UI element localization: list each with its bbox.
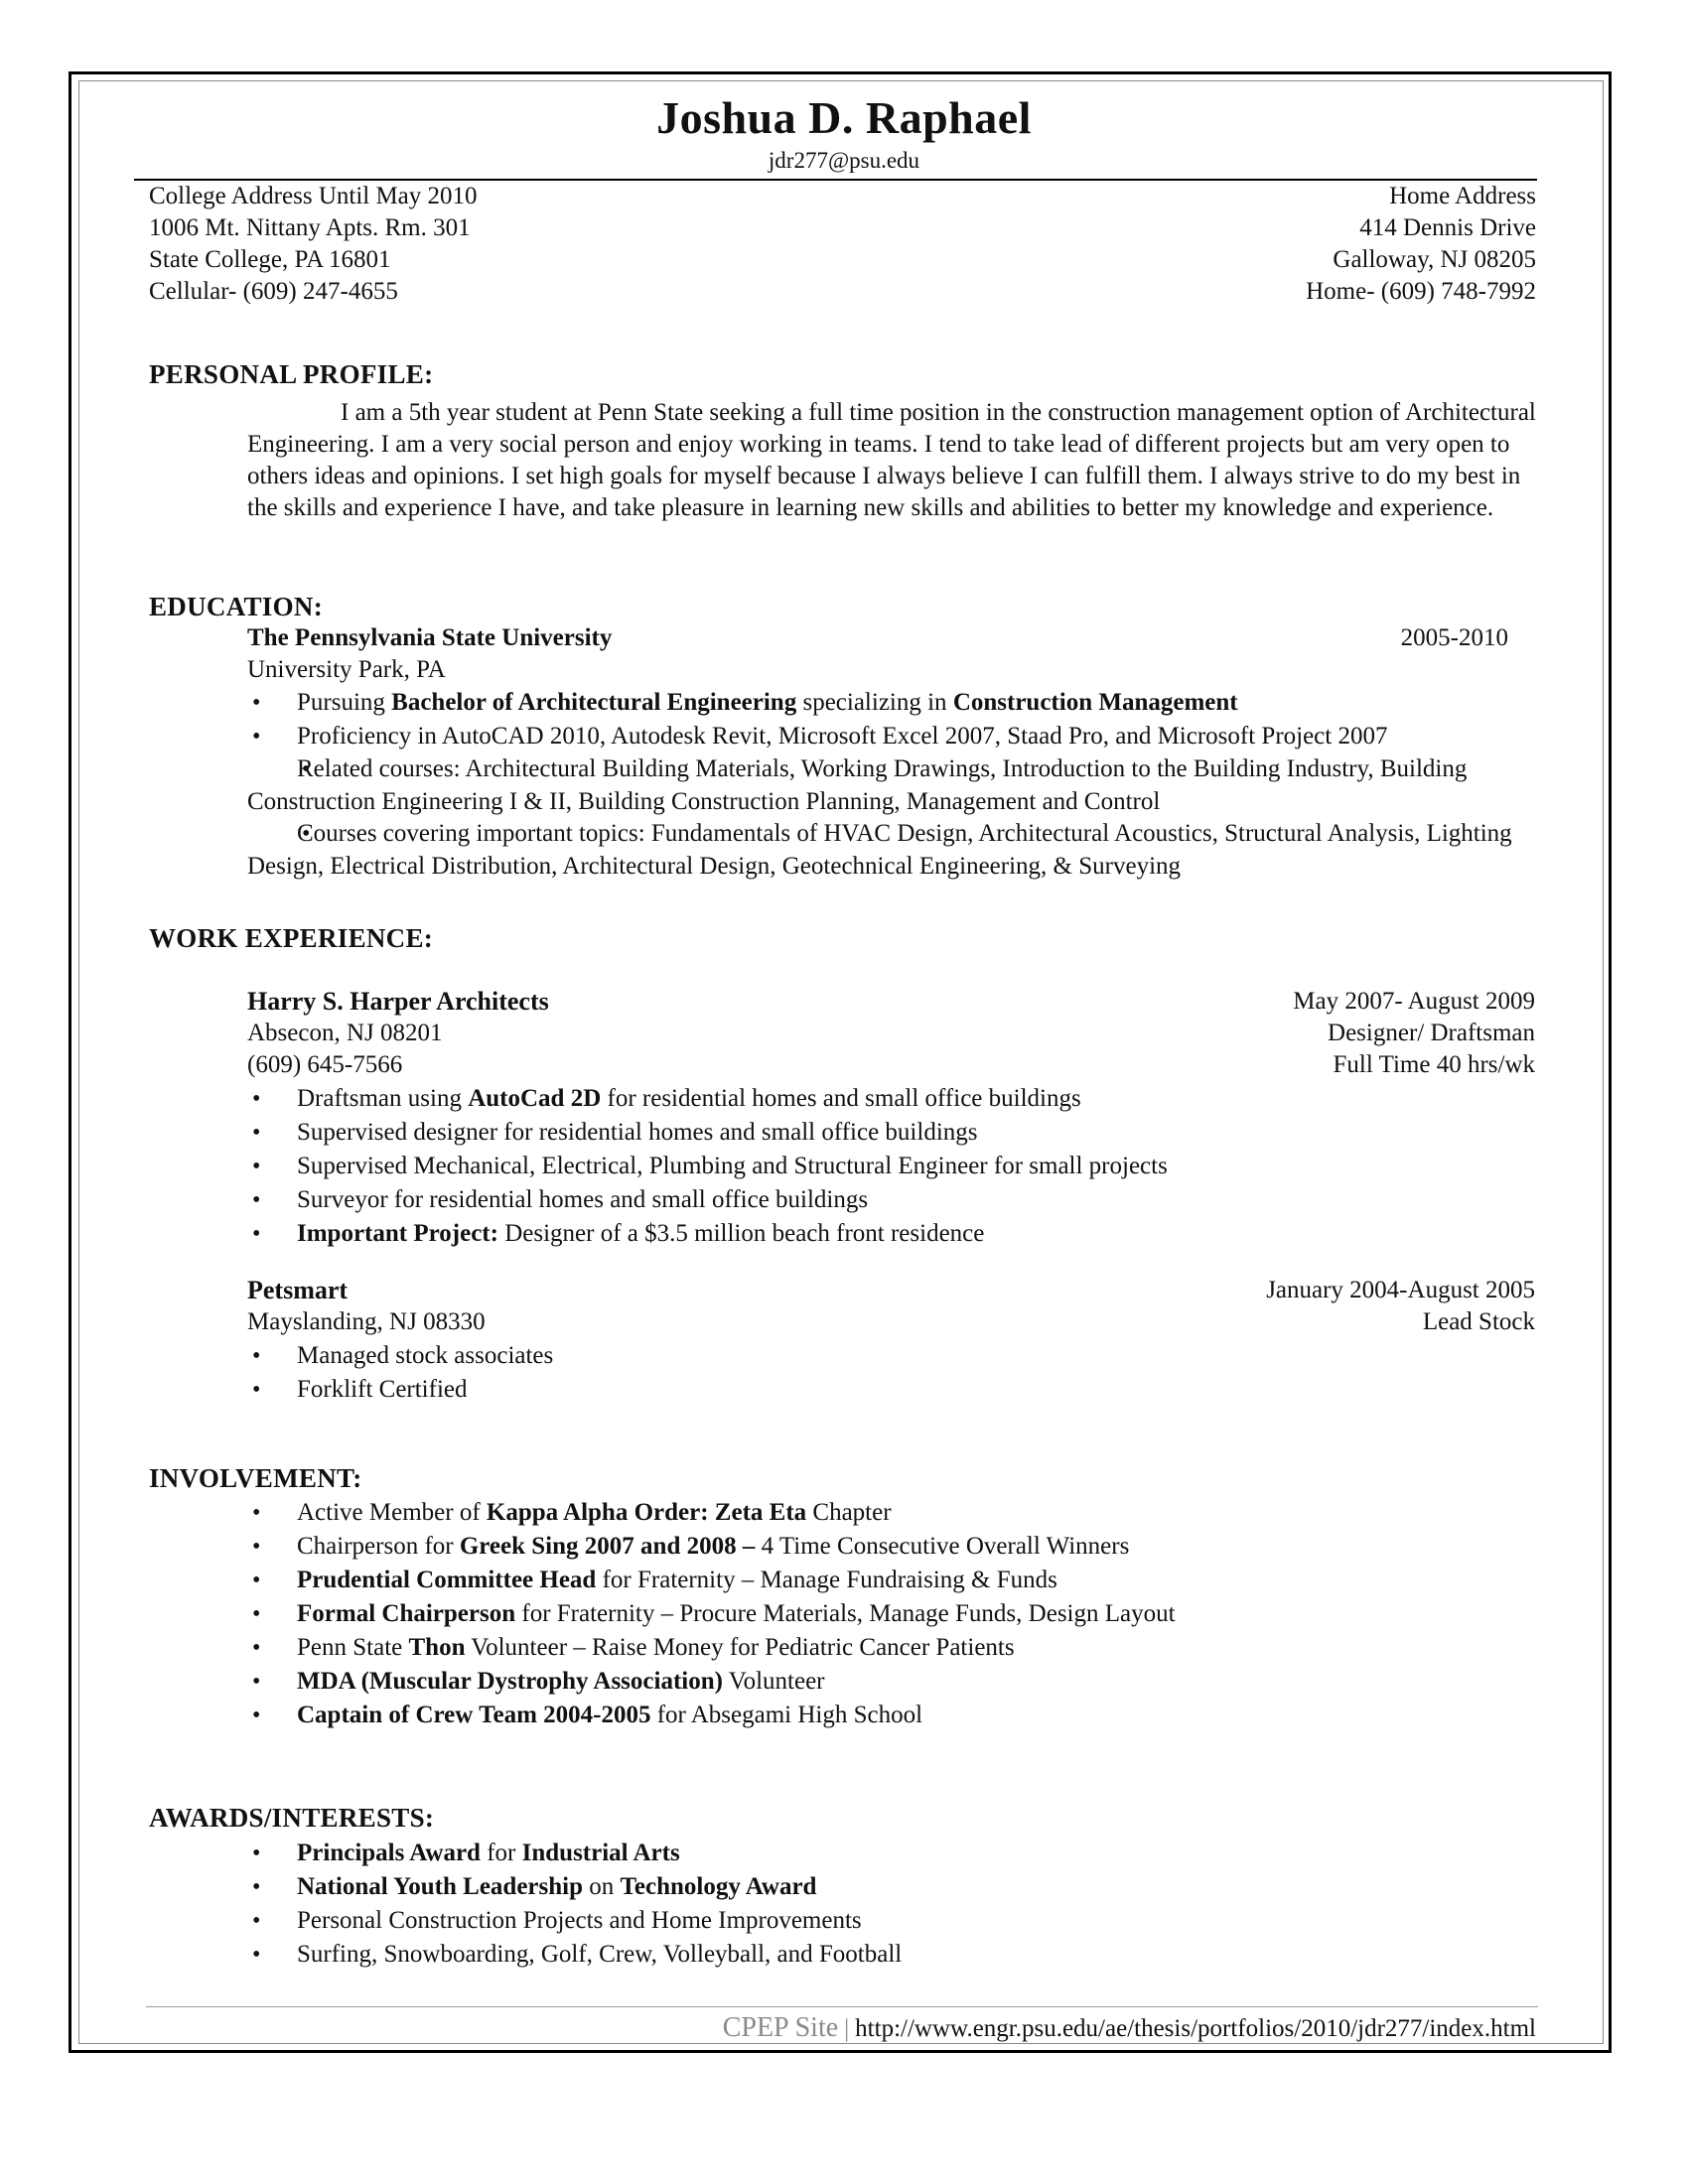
college-address-line1: 1006 Mt. Nittany Apts. Rm. 301 <box>149 214 471 241</box>
list-item: • Managed stock associates <box>247 1339 553 1373</box>
college-address-label: College Address Until May 2010 <box>149 183 478 209</box>
job2-dates: January 2004-August 2005 <box>1266 1277 1535 1303</box>
list-item: • National Youth Leadership on Technology Award <box>247 1870 902 1904</box>
portfolio-link[interactable]: http://www.engr.psu.edu/ae/thesis/portfolios/2010/jdr277/index.html <box>855 2015 1536 2042</box>
home-address-line2: Galloway, NJ 08205 <box>1333 246 1536 273</box>
list-item: • Draftsman using AutoCad 2D for residential homes and small office buildings <box>247 1082 1168 1116</box>
home-address-label: Home Address <box>1389 183 1536 209</box>
involvement-heading: INVOLVEMENT: <box>149 1463 362 1493</box>
profile-text: I am a 5th year student at Penn State seeking a full time position in the construction management option of Architectural Engineering. I am a very social person and enjoy working in teams. I tend to take lead of different projects but am very open to others ideas and opinions. I set high goals for myself because I always believe I can fulfill them. I always strive to do my best in the skills and experience I have, and take pleasure in learning new skills and abilities to better my knowledge and experience. <box>247 399 1536 521</box>
list-item: • Pursuing Bachelor of Architectural Engineering specializing in Construction Management <box>247 686 1558 720</box>
home-phone: Home- (609) 748-7992 <box>1306 278 1536 305</box>
education-heading: EDUCATION: <box>149 592 324 621</box>
home-address-block <box>1306 181 1536 308</box>
email-address[interactable]: jdr277@psu.edu <box>768 148 920 173</box>
college-address-line2: State College, PA 16801 <box>149 246 391 273</box>
job1-phone: (609) 645-7566 <box>247 1051 403 1078</box>
list-item: • MDA (Muscular Dystrophy Association) Volunteer <box>247 1665 1176 1699</box>
list-item: • Personal Construction Projects and Home Improvements <box>247 1904 902 1938</box>
job1-hours: Full Time 40 hrs/wk <box>1333 1051 1535 1078</box>
college-address-block <box>149 181 478 308</box>
job1-title: Designer/ Draftsman <box>1328 1020 1535 1046</box>
work-heading: WORK EXPERIENCE: <box>149 923 434 953</box>
resume-name: Joshua D. Raphael <box>656 92 1032 143</box>
job2-duties <box>247 1339 553 1407</box>
list-item: • Proficiency in AutoCAD 2010, Autodesk Revit, Microsoft Excel 2007, Staad Pro, and Microsoft Project 2007 <box>247 720 1558 753</box>
home-address-line1: 414 Dennis Drive <box>1359 214 1536 241</box>
footer-separator: | <box>844 2015 850 2042</box>
list-item: • Courses covering important topics: Fundamentals of HVAC Design, Architectural Acoustics, Structural Analysis, Lighting Design, Electrical Distribution, Architectural Design, Geotechnical Engineering, & Surveying <box>247 818 1558 883</box>
list-item: • Captain of Crew Team 2004-2005 for Absegami High School <box>247 1699 1176 1732</box>
job1-location: Absecon, NJ 08201 <box>247 1020 443 1046</box>
list-item: • Related courses: Architectural Building Materials, Working Drawings, Introduction to the Building Industry, Building Construction Engineering I & II, Building Construction Planning, Management and Control <box>247 753 1558 818</box>
college-phone: Cellular- (609) 247-4655 <box>149 278 398 305</box>
footer <box>723 2012 1536 2044</box>
footer-divider <box>146 2006 1538 2007</box>
list-item: • Formal Chairperson for Fraternity – Procure Materials, Manage Funds, Design Layout <box>247 1597 1176 1631</box>
involvement-list <box>247 1496 1176 1732</box>
list-item: • Important Project: Designer of a $3.5 million beach front residence <box>247 1217 1168 1251</box>
job2-title: Lead Stock <box>1422 1308 1535 1335</box>
list-item: • Forklift Certified <box>247 1373 553 1407</box>
school-name: The Pennsylvania State University <box>247 624 613 651</box>
list-item: • Active Member of Kappa Alpha Order: Zeta Eta Chapter <box>247 1496 1176 1530</box>
awards-heading: AWARDS/INTERESTS: <box>149 1803 435 1833</box>
job2-location: Mayslanding, NJ 08330 <box>247 1308 486 1335</box>
school-years: 2005-2010 <box>1400 624 1508 651</box>
education-list <box>247 686 1558 883</box>
list-item: • Supervised designer for residential homes and small office buildings <box>247 1116 1168 1150</box>
job2-employer: Petsmart <box>247 1276 349 1304</box>
job1-dates: May 2007- August 2009 <box>1293 988 1535 1015</box>
list-item: • Surveyor for residential homes and small office buildings <box>247 1183 1168 1217</box>
list-item: • Prudential Committee Head for Fraternity – Manage Fundraising & Funds <box>247 1564 1176 1597</box>
profile-heading: PERSONAL PROFILE: <box>149 359 434 389</box>
list-item: • Chairperson for Greek Sing 2007 and 2008 – 4 Time Consecutive Overall Winners <box>247 1530 1176 1564</box>
list-item: • Supervised Mechanical, Electrical, Plumbing and Structural Engineer for small projects <box>247 1150 1168 1183</box>
footer-site-label: CPEP Site <box>722 2012 839 2043</box>
job1-duties <box>247 1082 1168 1251</box>
list-item: • Principals Award for Industrial Arts <box>247 1837 902 1870</box>
list-item: • Surfing, Snowboarding, Golf, Crew, Volleyball, and Football <box>247 1938 902 1972</box>
awards-list <box>247 1837 902 1972</box>
job1-employer: Harry S. Harper Architects <box>247 987 549 1016</box>
list-item: • Penn State Thon Volunteer – Raise Money for Pediatric Cancer Patients <box>247 1631 1176 1665</box>
school-location: University Park, PA <box>247 656 446 683</box>
